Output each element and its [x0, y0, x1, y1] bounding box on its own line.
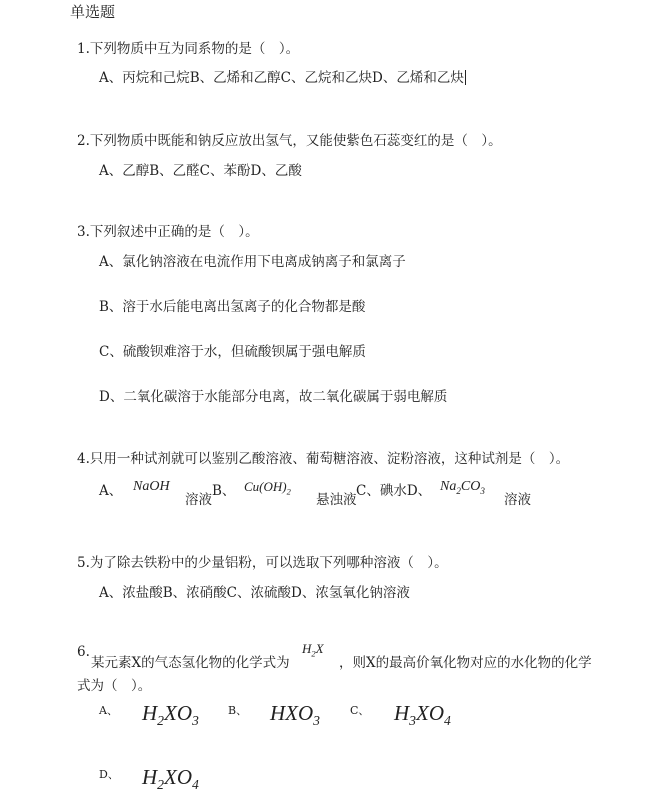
question-3-option-c[interactable]: C、硫酸钡难溶于水，但硫酸钡属于强电解质	[99, 344, 366, 360]
question-5-stem: 5.为了除去铁粉中的少量铝粉，可以选取下列哪种溶液（ ）。	[77, 555, 448, 571]
question-4-b-suffix: 悬浊液	[316, 492, 357, 508]
question-4-b-label[interactable]: B、	[212, 483, 236, 499]
question-4-c-d-labels[interactable]: C、碘水D、	[356, 483, 432, 499]
question-6-number: 6.	[77, 644, 90, 660]
question-1-stem: 1.下列物质中互为同系物的是（ ）。	[77, 41, 300, 57]
question-6-stem-post: ，则X的最高价氧化物对应的水化物的化学	[339, 655, 592, 671]
question-3-stem: 3.下列叙述中正确的是（ ）。	[77, 224, 259, 240]
question-6-stem-line2: 式为（ ）。	[77, 678, 152, 694]
question-4-stem: 4.只用一种试剂就可以鉴别乙酸溶液、葡萄糖溶液、淀粉溶液，这种试剂是（ ）。	[77, 451, 570, 467]
question-4-b-formula: $Cu(OH)_2$	[244, 479, 291, 497]
section-title: 单选题	[70, 3, 116, 21]
question-6-c-formula: $H_3XO_4$	[394, 701, 451, 729]
question-6-d-label[interactable]: D、	[99, 768, 119, 781]
question-6-b-label[interactable]: B、	[228, 704, 248, 717]
question-4-d-suffix: 溶液	[504, 492, 531, 508]
question-3-option-d[interactable]: D、二氧化碳溶于水能部分电离，故二氧化碳属于弱电解质	[99, 389, 448, 405]
question-2-stem: 2.下列物质中既能和钠反应放出氢气，又能使紫色石蕊变红的是（ ）。	[77, 133, 502, 149]
question-6-b-formula: $HXO_3$	[270, 701, 320, 729]
question-4-a-suffix: 溶液	[185, 492, 212, 508]
question-6-a-formula: $H_2XO_3$	[142, 701, 199, 729]
question-1-options-text: A、丙烷和己烷B、乙烯和乙醇C、乙烷和乙炔D、乙烯和乙炔	[99, 70, 464, 86]
question-3-option-b[interactable]: B、溶于水后能电离出氢离子的化合物都是酸	[99, 299, 366, 315]
question-4-a-formula: NaOH	[133, 479, 170, 494]
question-6-a-label[interactable]: A、	[99, 704, 118, 717]
question-6-stem-pre: 某元素X的气态氢化物的化学式为	[91, 655, 290, 671]
question-4-d-formula: $Na_2CO_3$	[440, 479, 485, 496]
question-6-c-label[interactable]: C、	[350, 704, 370, 717]
question-6-d-formula: $H_2XO_4$	[142, 765, 199, 793]
question-2-options[interactable]: A、乙醇B、乙醛C、苯酚D、乙酸	[99, 163, 302, 179]
question-4-a-label[interactable]: A、	[99, 483, 123, 499]
text-cursor	[465, 70, 466, 85]
question-5-options[interactable]: A、浓盐酸B、浓硝酸C、浓硫酸D、浓氢氧化钠溶液	[99, 585, 410, 601]
question-1-options[interactable]	[99, 66, 466, 86]
question-6-formula: $H_2X$	[302, 641, 324, 659]
question-3-option-a[interactable]: A、氯化钠溶液在电流作用下电离成钠离子和氯离子	[99, 254, 406, 270]
